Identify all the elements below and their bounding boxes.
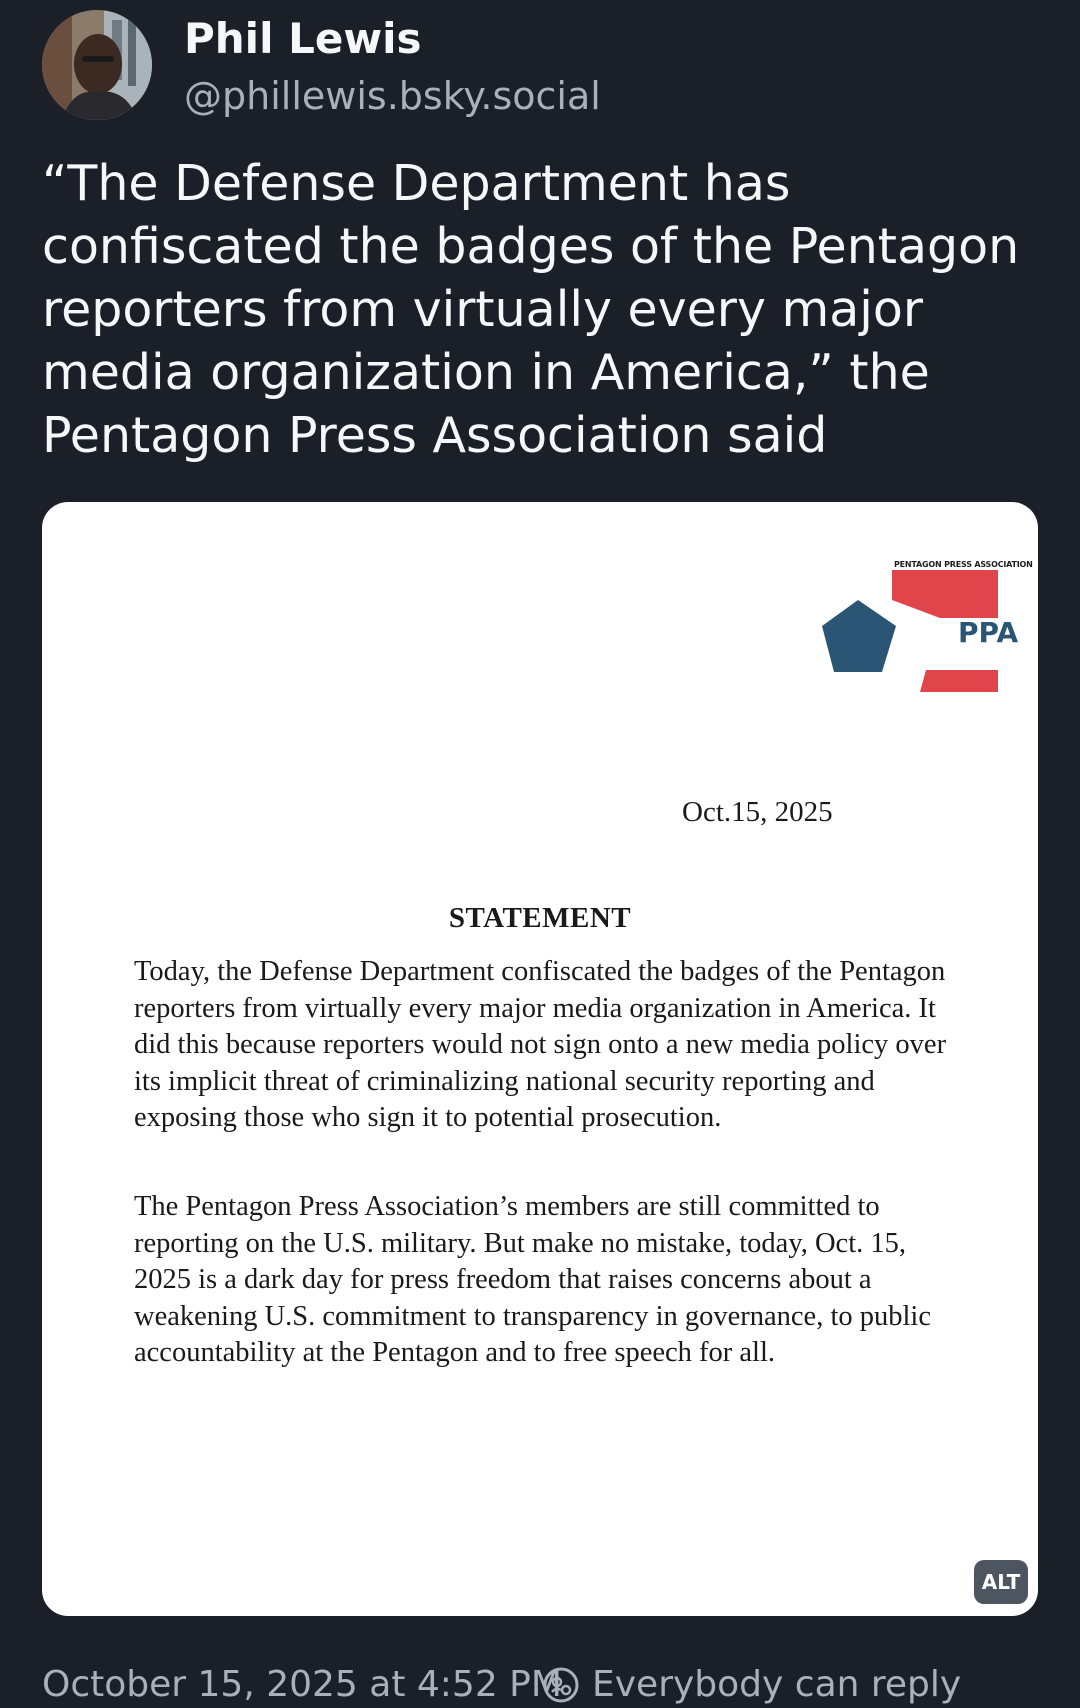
embedded-image[interactable] (42, 502, 1038, 1616)
author-avatar[interactable] (42, 10, 152, 120)
post-text: “The Defense Department has confiscated the badges of the Pentagon reporters from virtually every major media organization in America,” the Pentagon Press Association said (42, 155, 1020, 464)
reply-setting-label[interactable]: Everybody can reply (592, 1664, 962, 1705)
alt-text-button[interactable]: ALT (974, 1560, 1028, 1604)
document-paragraph: The Pentagon Press Association’s members are still committed to reporting on the U.S. military. But make no mistake, today, Oct. 15, 2025 is a dark day for press freedom that raises concerns about a weakening U.S. commitment to transparency in governance, to public accountability at the Pentagon and to free speech for all. (134, 1191, 931, 1368)
post-timestamp[interactable]: October 15, 2025 at 4:52 PM (42, 1664, 562, 1705)
post-header (42, 10, 1002, 122)
ppa-logo (822, 552, 1033, 702)
reply-setting-icon (542, 1666, 580, 1704)
post-footer (42, 1658, 1042, 1706)
avatar-photo-icon (42, 10, 152, 120)
author-name[interactable]: Phil Lewis (184, 14, 422, 63)
document-paragraph: Today, the Defense Department confiscated the badges of the Pentagon reporters from virtually every major media organization in America. It did this because reporters would not sign onto a new media policy over its implicit threat of criminalizing national security reporting and exposing those who sign it to potential prosecution. (134, 956, 947, 1133)
document-date: Oct.15, 2025 (682, 796, 833, 828)
logo-text: PPA (958, 616, 1019, 649)
logo-caption: PENTAGON PRESS ASSOCIATION (894, 560, 1033, 569)
document-heading: STATEMENT (448, 902, 632, 934)
author-handle[interactable]: @phillewis.bsky.social (184, 74, 601, 118)
